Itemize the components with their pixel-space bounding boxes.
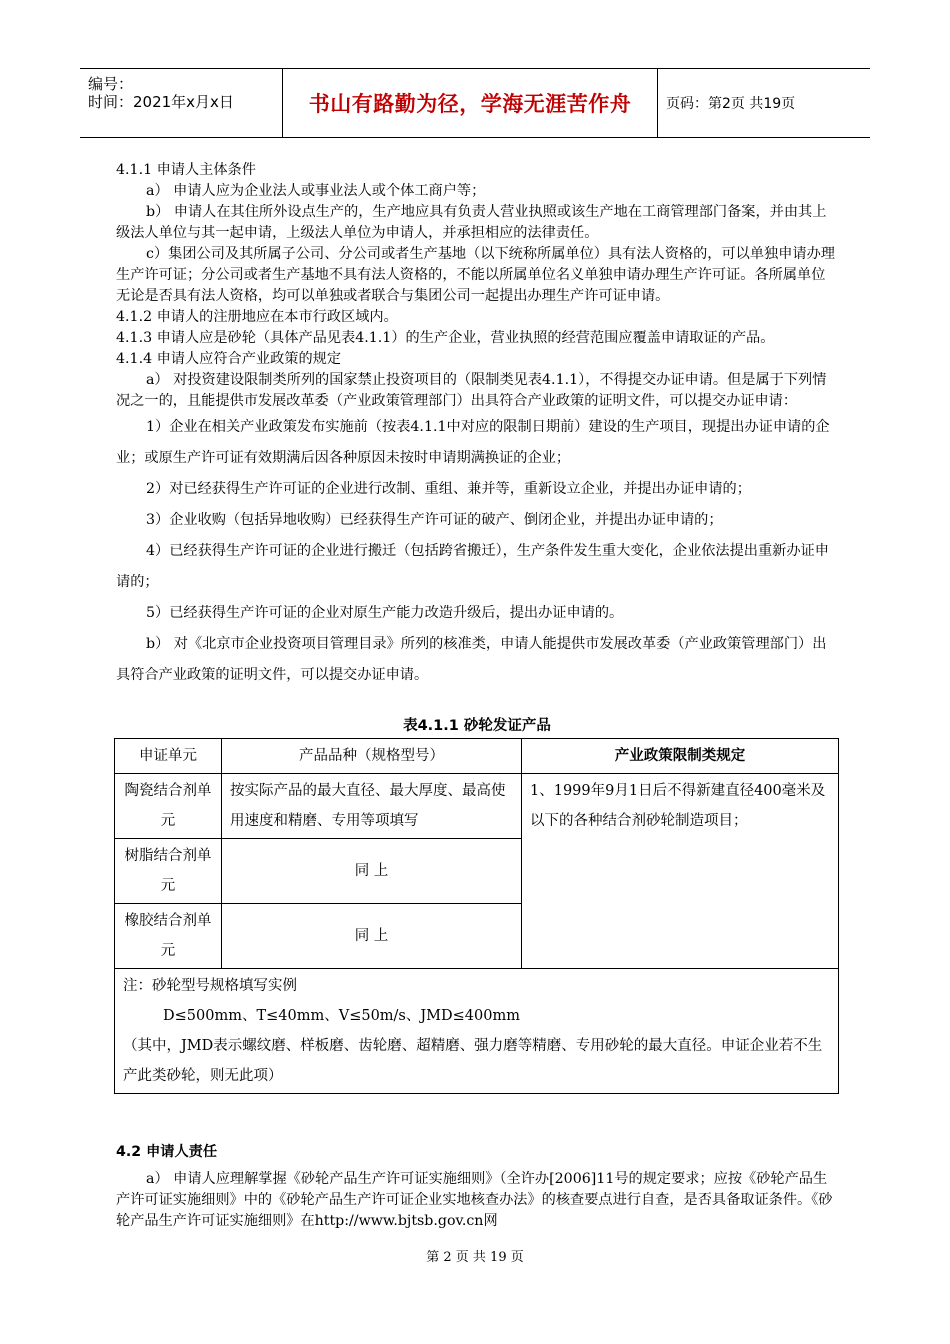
motto: 书山有路勤为径，学海无涯苦作舟 — [308, 92, 632, 116]
product-table — [114, 738, 839, 1094]
section-412: 4.1.2 申请人的注册地应在本市行政区域内。 — [116, 309, 398, 325]
unit-cell: 树脂结合剂单元 — [115, 839, 222, 904]
section-413: 4.1.3 申请人应是砂轮（具体产品见表4.1.1）的生产企业，营业执照的经营范围应覆盖申请取证的产品。 — [116, 330, 775, 346]
table-caption: 表4.1.1 砂轮发证产品 — [403, 718, 551, 734]
note-text: （其中，JMD表示螺纹磨、样板磨、齿轮磨、超精磨、强力磨等精磨、专用砂轮的最大直径。申证企业若不生产此类砂轮，则无此项） — [123, 1038, 823, 1084]
section-411-a: a） 申请人应为企业法人或事业法人或个体工商户等； — [146, 183, 486, 199]
header-product: 产品品种（规格型号） — [222, 739, 522, 774]
unit-cell: 陶瓷结合剂单元 — [115, 774, 222, 839]
time-label: 时间：2021年x月x日 — [88, 93, 234, 111]
product-cell: 同 上 — [222, 904, 522, 969]
header-motto-cell — [283, 69, 658, 137]
section-414-item-4: 4）已经获得生产许可证的企业进行搬迁（包括跨省搬迁），生产条件发生重大变化，企业依法提出重新办证申请的； — [116, 543, 829, 590]
header-page-cell — [658, 69, 870, 137]
note-title: 注：砂轮型号规格填写实例 — [123, 978, 297, 994]
policy-cell: 1、1999年9月1日后不得新建直径400毫米及以下的各种结合剂砂轮制造项目； — [522, 774, 839, 969]
page-info: 页码：第2页 共19页 — [666, 96, 796, 112]
product-cell: 同 上 — [222, 839, 522, 904]
section-42-title: 4.2 申请人责任 — [116, 1144, 218, 1160]
section-414-title: 4.1.4 申请人应符合产业政策的规定 — [116, 351, 342, 367]
section-42 — [116, 1142, 838, 1232]
page-footer: 第 2 页 共 19 页 — [426, 1250, 524, 1265]
section-414-item-5: 5）已经获得生产许可证的企业对原生产能力改造升级后，提出办证申请的。 — [146, 605, 624, 621]
table-note-row — [115, 969, 839, 1094]
section-411-b: b） 申请人在其住所外设点生产的，生产地应具有负责人营业执照或该生产地在工商管理部门备案，并由其上级法人单位与其一起申请，上级法人单位为申请人，并承担相应的法律责任。 — [116, 204, 827, 241]
section-414-a: a） 对投资建设限制类所列的国家禁止投资项目的（限制类见表4.1.1），不得提交办证申请。但是属于下列情况之一的，且能提供市发展改革委（产业政策管理部门）出具符合产业政策的证明文件，可以提交办证申请： — [116, 372, 827, 409]
table-row — [115, 774, 839, 839]
table-header-row — [115, 739, 839, 774]
page-header — [80, 68, 870, 138]
header-meta — [80, 69, 283, 137]
document-body — [116, 160, 838, 691]
header-policy: 产业政策限制类规定 — [522, 739, 839, 774]
section-42-a: a） 申请人应理解掌握《砂轮产品生产许可证实施细则》（全许办[2006]11号的规定要求；应按《砂轮产品生产许可证实施细则》中的《砂轮产品生产许可证企业实地核查办法》的核查要点进行自查，是否具备取证条件。《砂轮产品生产许可证实施细则》在http://www.bjtsb.gov.cn网 — [116, 1171, 833, 1229]
header-unit: 申证单元 — [115, 739, 222, 774]
section-411-title: 4.1.1 申请人主体条件 — [116, 162, 256, 178]
section-414-item-3: 3）企业收购（包括异地收购）已经获得生产许可证的破产、倒闭企业，并提出办证申请的； — [146, 512, 723, 528]
section-411-c: c）集团公司及其所属子公司、分公司或者生产基地（以下统称所属单位）具有法人资格的，可以单独申请办理生产许可证；分公司或者生产基地不具有法人资格的，不能以所属单位名义单独申请办理生产许可证。各所属单位无论是否具有法人资格，均可以单独或者联合与集团公司一起提出办理生产许可证申请。 — [116, 246, 835, 304]
section-414-item-1: 1）企业在相关产业政策发布实施前（按表4.1.1中对应的限制日期前）建设的生产项目，现提出办证申请的企业；或原生产许可证有效期满后因各种原因未按时申请期满换证的企业； — [116, 419, 830, 466]
note-formula: D≤500mm、T≤40mm、V≤50m/s、JMD≤400mm — [163, 1008, 520, 1024]
section-414-b: b） 对《北京市企业投资项目管理目录》所列的核准类，申请人能提供市发展改革委（产业政策管理部门）出具符合产业政策的证明文件，可以提交办证申请。 — [116, 636, 827, 683]
number-label: 编号： — [88, 75, 134, 93]
section-414-item-2: 2）对已经获得生产许可证的企业进行改制、重组、兼并等，重新设立企业，并提出办证申请的； — [146, 481, 751, 497]
unit-cell: 橡胶结合剂单元 — [115, 904, 222, 969]
product-cell: 按实际产品的最大直径、最大厚度、最高使用速度和精磨、专用等项填写 — [222, 774, 522, 839]
table-note — [115, 969, 839, 1094]
